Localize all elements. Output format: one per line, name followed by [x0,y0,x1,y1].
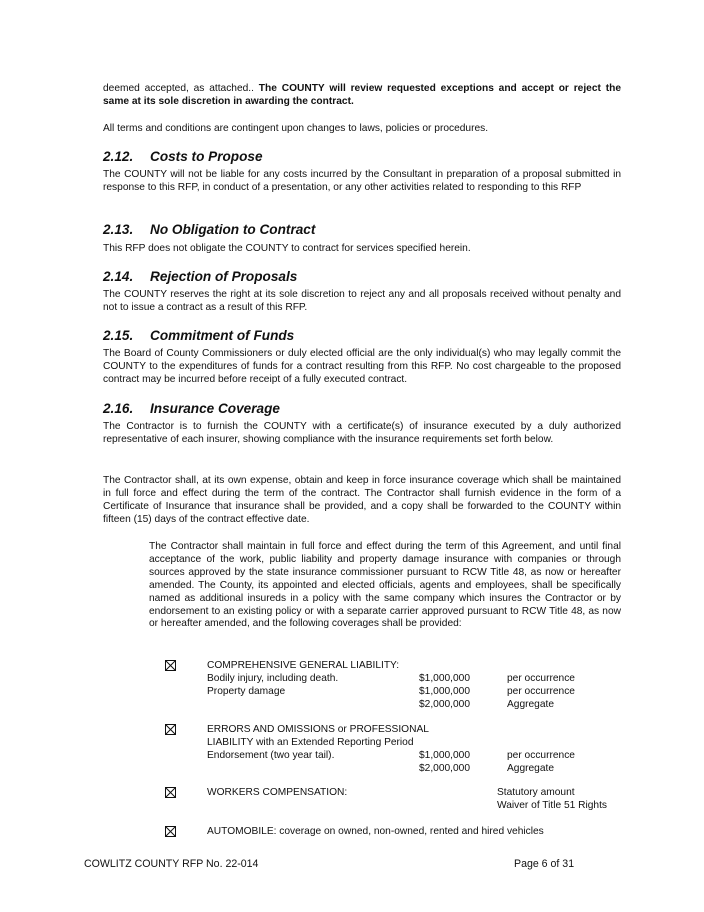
coverage-item: Property damage [207,686,286,697]
intro-bold-text: The COUNTY will review requested exceptions and accept or reject the same at its sole discretion in awarding the contract. [103,83,621,107]
section-body-2-12: The COUNTY will not be liable for any costs incurred by the Consultant in preparation of a proposal submitted in response to this RFP, in conduct of a presentation, or any other activities related to responding to this RFP [103,169,621,193]
coverage-basis: Statutory amount [497,787,575,798]
checked-box-icon [165,826,176,837]
coverage-amount: $1,000,000 [419,673,470,684]
coverage-item: Endorsement (two year tail). [207,750,335,761]
section-heading-2-13: 2.13. No Obligation to Contract [103,222,316,237]
section-heading-2-14: 2.14. Rejection of Proposals [103,269,298,284]
coverage-item: Bodily injury, including death. [207,673,339,684]
coverage-basis: Aggregate [507,763,555,774]
section-heading-2-15: 2.15. Commitment of Funds [103,328,295,343]
coverage-basis: per occurrence [507,686,575,697]
coverage-basis: per occurrence [507,673,575,684]
section-heading-2-16: 2.16. Insurance Coverage [103,401,280,416]
insurance-indented-paragraph: The Contractor shall maintain in full force and effect during the term of this Agreement, and until final acceptance of the work, public liability and property damage insurance with companies or through sources approved by the state insurance commissioner pursuant to RCW Title 48, as now or hereafter amended. The County, its appointed and elected officials, agents and employees, shall be specifically named as additional insureds in a policy with the same company which insures the Contractor or by endorsement to an existing policy or with a separate carrier approved pursuant to RCW Title 48, as now or hereafter amended, and the following coverages shall be provided: [149,541,621,630]
coverage-general-title: COMPREHENSIVE GENERAL LIABILITY: [207,660,400,671]
coverage-auto-title: AUTOMOBILE: coverage on owned, non-owned, rented and hired vehicles [207,826,544,837]
coverage-workers-title: WORKERS COMPENSATION: [207,787,348,798]
insurance-paragraph: The Contractor shall, at its own expense, obtain and keep in force insurance coverage which shall be maintained in full force and effect during the term of the contract. The Contractor shall furnish evidence in the form of a Certificate of Insurance that insurance shall be provided, and a copy shall be forwarded to the COUNTY within fifteen (15) days of the contract effective date. [103,475,621,525]
checked-box-icon [165,724,176,735]
checked-box-icon [165,787,176,798]
coverage-basis: per occurrence [507,750,575,761]
coverage-amount: $2,000,000 [419,763,470,774]
coverage-errors-title-2: LIABILITY with an Extended Reporting Period [207,737,414,748]
coverage-basis: Aggregate [507,699,555,710]
footer-page-number: Page 6 of 31 [514,858,575,870]
footer-document-id: COWLITZ COUNTY RFP No. 22-014 [84,858,259,870]
coverage-amount: $1,000,000 [419,686,470,697]
section-heading-2-12: 2.12. Costs to Propose [103,149,263,164]
coverage-basis: Waiver of Title 51 Rights [497,800,608,811]
section-body-2-13: This RFP does not obligate the COUNTY to contract for services specified herein. [103,243,471,254]
terms-paragraph: All terms and conditions are contingent upon changes to laws, policies or procedures. [103,123,489,134]
intro-paragraph: deemed accepted, as attached.. The COUNTY will review requested exceptions and accept or reject the same at its sole discretion in awarding the contract. [103,83,621,107]
coverage-amount: $1,000,000 [419,750,470,761]
section-body-2-16: The Contractor is to furnish the COUNTY with a certificate(s) of insurance executed by a duly authorized representative of each insurer, showing compliance with the insurance requirements set forth below. [103,421,621,445]
checked-box-icon [165,660,176,671]
section-body-2-15: The Board of County Commissioners or duly elected official are the only individual(s) who may legally commit the COUNTY to the expenditures of funds for a contract resulting from this RFP. No cost chargeable to the proposed contract may be incurred before receipt of a fully executed contract. [103,348,621,385]
section-body-2-14: The COUNTY reserves the right at its sole discretion to reject any and all proposals received without penalty and not to issue a contract as a result of this RFP. [103,289,621,313]
coverage-amount: $2,000,000 [419,699,470,710]
coverage-errors-title: ERRORS AND OMISSIONS or PROFESSIONAL [207,724,429,735]
